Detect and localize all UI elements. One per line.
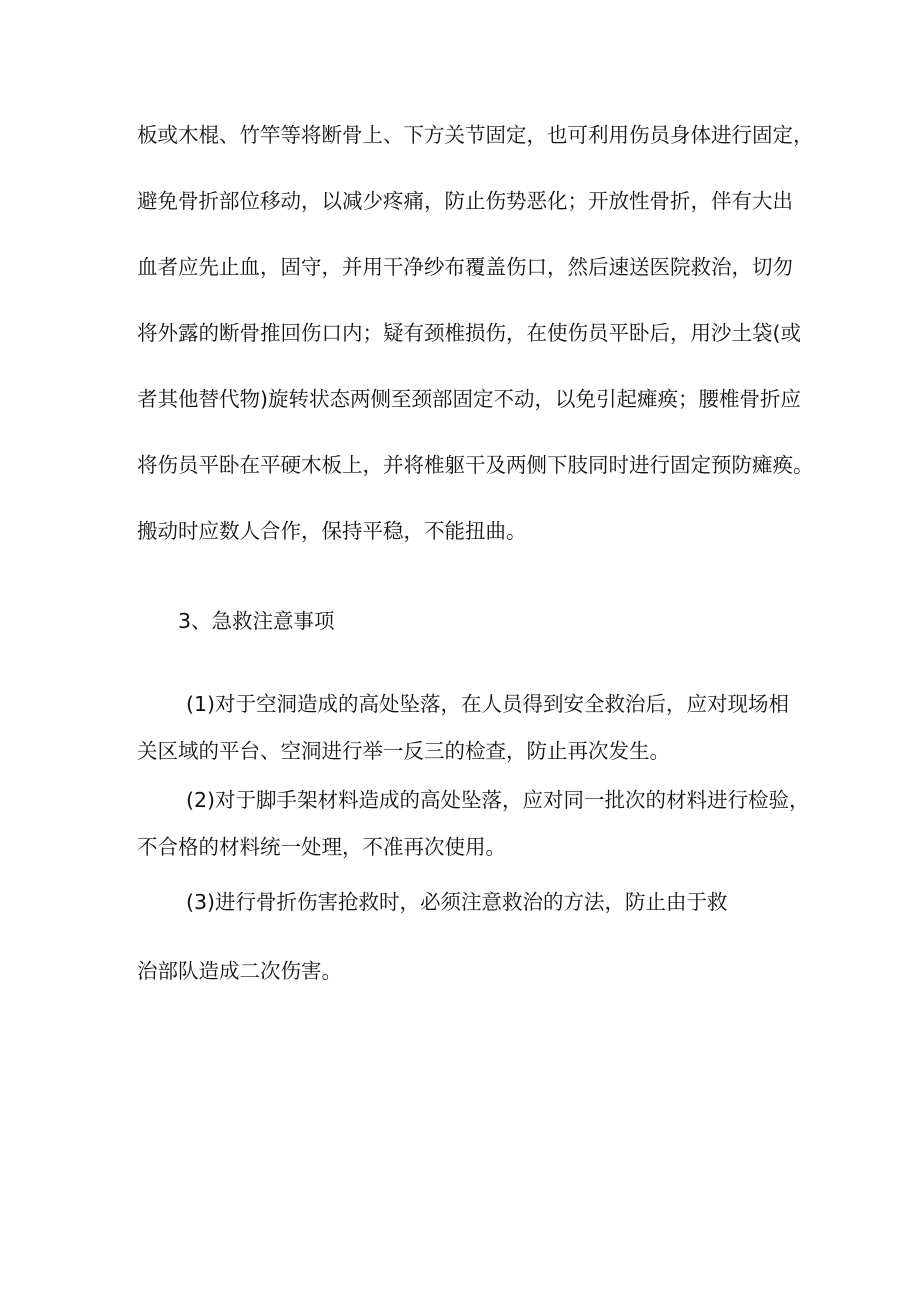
paragraph-line: 将外露的断骨推回伤口内；疑有颈椎损伤，在使伤员平卧后，用沙土袋(或 <box>137 321 801 345</box>
list-item-line: 关区域的平台、空洞进行举一反三的检查，防止再次发生。 <box>137 739 670 763</box>
list-item-line: (2)对于脚手架材料造成的高处坠落，应对同一批次的材料进行检验， <box>186 788 810 812</box>
list-item-line: (3)进行骨折伤害抢救时，必须注意救治的方法，防止由于救 <box>186 890 728 914</box>
paragraph-line: 板或木棍、竹竿等将断骨上、下方关节固定，也可利用伤员身体进行固定， <box>137 123 814 147</box>
paragraph-line: 将伤员平卧在平硬木板上，并将椎躯干及两侧下肢同时进行固定预防瘫痪。 <box>137 453 814 477</box>
list-item-line: 不合格的材料统一处理，不准再次使用。 <box>137 835 506 859</box>
list-item-line: (1)对于空洞造成的高处坠落，在人员得到安全救治后，应对现场相 <box>186 692 790 716</box>
section-heading: 3、急救注意事项 <box>178 609 335 633</box>
paragraph-line: 避免骨折部位移动，以减少疼痛，防止伤势恶化；开放性骨折，伴有大出 <box>137 189 793 213</box>
paragraph-line: 搬动时应数人合作，保持平稳，不能扭曲。 <box>137 519 527 543</box>
paragraph-line: 血者应先止血，固守，并用干净纱布覆盖伤口，然后速送医院救治，切勿 <box>137 255 793 279</box>
list-item-line: 治部队造成二次伤害。 <box>137 959 342 983</box>
paragraph-line: 者其他替代物)旋转状态两侧至颈部固定不动，以免引起瘫痪；腰椎骨折应 <box>137 387 801 411</box>
